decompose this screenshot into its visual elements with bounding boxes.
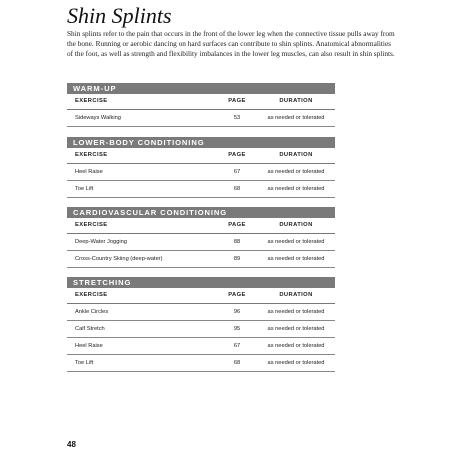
exercise-cell: Toe Lift: [75, 186, 94, 192]
column-header-duration: DURATION: [279, 292, 313, 298]
exercise-cell: Sideways Walking: [75, 115, 121, 121]
page-cell: 88: [233, 239, 241, 245]
column-header-exercise: EXERCISE: [75, 98, 108, 104]
table-row: [67, 234, 335, 251]
section-heading: CARDIOVASCULAR CONDITIONING: [67, 207, 335, 218]
page-cell: 53: [233, 115, 241, 121]
duration-cell: as needed or tolerated: [267, 360, 325, 366]
section-stretching: [67, 277, 335, 372]
table-row: [67, 251, 335, 268]
duration-cell: as needed or tolerated: [267, 239, 325, 245]
page-cell: 67: [233, 343, 241, 349]
section-heading: STRETCHING: [67, 277, 335, 288]
duration-cell: as needed or tolerated: [267, 326, 325, 332]
table-row: [67, 304, 335, 321]
duration-cell: as needed or tolerated: [267, 309, 325, 315]
page-number: 48: [67, 440, 76, 449]
table-row: [67, 338, 335, 355]
exercise-cell: Heel Raise: [75, 343, 103, 349]
section-heading: WARM-UP: [67, 83, 335, 94]
column-header-page: PAGE: [228, 152, 246, 158]
exercise-cell: Calf Stretch: [75, 326, 105, 332]
exercise-cell: Deep-Water Jogging: [75, 239, 127, 245]
duration-cell: as needed or tolerated: [267, 115, 325, 121]
table-row: [67, 164, 335, 181]
section-lower-body-conditioning: [67, 137, 335, 198]
page-cell: 67: [233, 169, 241, 175]
column-header-page: PAGE: [228, 292, 246, 298]
page-cell: 96: [233, 309, 241, 315]
column-header-row: [67, 288, 335, 304]
column-header-duration: DURATION: [279, 98, 313, 104]
column-header-row: [67, 94, 335, 110]
column-header-exercise: EXERCISE: [75, 222, 108, 228]
duration-cell: as needed or tolerated: [267, 169, 325, 175]
page-cell: 95: [233, 326, 241, 332]
duration-cell: as needed or tolerated: [267, 256, 325, 262]
page-cell: 68: [233, 360, 241, 366]
column-header-duration: DURATION: [279, 222, 313, 228]
column-header-exercise: EXERCISE: [75, 152, 108, 158]
section-cardiovascular-conditioning: [67, 207, 335, 268]
exercise-cell: Ankle Circles: [75, 309, 109, 315]
table-row: [67, 110, 335, 127]
page-cell: 89: [233, 256, 241, 262]
column-header-page: PAGE: [228, 222, 246, 228]
page-cell: 68: [233, 186, 241, 192]
page-title: Shin Splints: [67, 3, 172, 28]
section-warm-up: [67, 83, 335, 127]
column-header-row: [67, 148, 335, 164]
table-row: [67, 181, 335, 198]
column-header-duration: DURATION: [279, 152, 313, 158]
duration-cell: as needed or tolerated: [267, 186, 325, 192]
table-row: [67, 355, 335, 372]
table-row: [67, 321, 335, 338]
duration-cell: as needed or tolerated: [267, 343, 325, 349]
column-header-exercise: EXERCISE: [75, 292, 108, 298]
section-heading: LOWER-BODY CONDITIONING: [67, 137, 335, 148]
exercise-cell: Toe Lift: [75, 360, 94, 366]
column-header-page: PAGE: [228, 98, 246, 104]
column-header-row: [67, 218, 335, 234]
exercise-cell: Cross-Country Skiing (deep-water): [75, 256, 163, 262]
intro-paragraph: Shin splints refer to the pain that occurs in the front of the lower leg when the connective tissue pulls away from the bone. Running or aerobic dancing on hard surfaces can contribute to shin splints. Anatomical abnormalities of the foot, as well as strength and flexibility imbalances in the lower leg muscles, can also result in shin splints.: [67, 29, 395, 59]
exercise-cell: Heel Raise: [75, 169, 103, 175]
